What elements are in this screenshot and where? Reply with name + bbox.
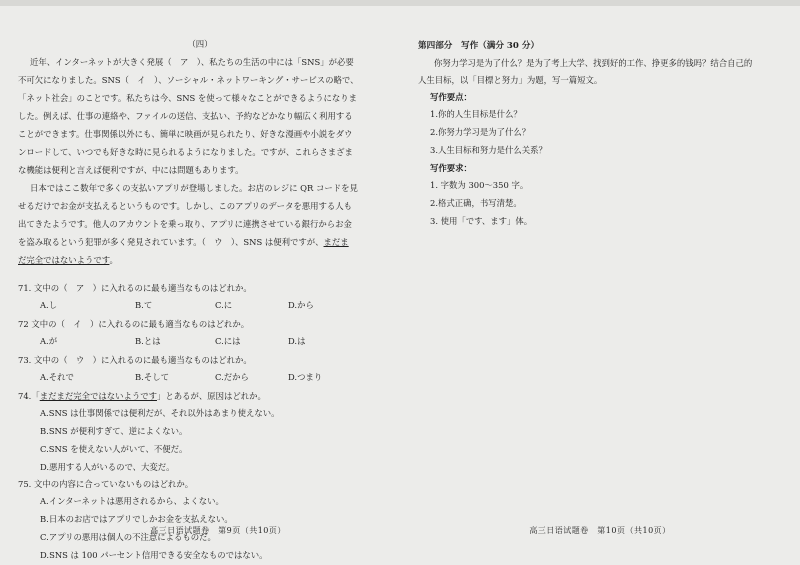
- underlined-phrase-start: まだま: [323, 237, 349, 247]
- question-75: 75. 文中の内容に合っていないものはどれか。: [18, 479, 194, 489]
- passage-line: ンロードして、いつでも好きな時に見られるようになりました。ですが、これらさまざま: [18, 147, 353, 157]
- q72-option-a[interactable]: A.が: [40, 336, 58, 346]
- requirements-title: 写作要求：: [430, 163, 472, 173]
- requirement-item: 1. 字数为 300～350 字。: [430, 180, 529, 190]
- question-74: [18, 390, 266, 402]
- q71-option-a[interactable]: A.し: [40, 300, 58, 310]
- requirement-item: 2.格式正确，书写清楚。: [430, 198, 522, 208]
- q74-option-b[interactable]: B.SNS が便利すぎて、逆によくない。: [40, 426, 188, 436]
- right-page: [400, 0, 800, 565]
- q71-option-d[interactable]: D.から: [288, 300, 314, 310]
- q74-quoted-phrase: まだまだ完全ではないようです: [39, 391, 157, 401]
- passage-line: [18, 254, 118, 266]
- page-footer-right: 高三日语试题卷 第10页（共10页）: [529, 526, 671, 535]
- prompt-line: 你努力学习是为了什么？是为了考上大学、找到好的工作、挣更多的钱吗？结合自己的: [434, 58, 753, 68]
- question-71: 71. 文中の（ ア ）に入れるのに最も適当なものはどれか。: [18, 283, 252, 293]
- q75-option-b[interactable]: B.日本のお店ではアプリでしかお金を支払えない。: [40, 514, 233, 524]
- q74-suffix: 」とあるが、原因はどれか。: [156, 391, 266, 401]
- question-72: 72 文中の（ イ ）に入れるのに最も適当なものはどれか。: [18, 319, 250, 329]
- q72-option-b[interactable]: B.とは: [135, 336, 161, 346]
- passage-line: した。例えば、仕事の連絡や、ファイルの送信、支払い、予約などかなり幅広く利用する: [18, 111, 353, 121]
- q74-option-d[interactable]: D.悪用する人がいるので、大変だ。: [40, 462, 175, 472]
- q73-option-a[interactable]: A.それで: [40, 372, 74, 382]
- q75-option-d[interactable]: D.SNS は 100 パーセント信用できる安全なものではない。: [40, 550, 268, 560]
- requirement-item: 3. 使用「です、ます」体。: [430, 216, 533, 226]
- q75-option-a[interactable]: A.インターネットは悪用されるから、よくない。: [40, 496, 224, 506]
- q71-option-b[interactable]: B.て: [135, 300, 153, 310]
- passage-line: ことができます。仕事関係以外にも、簡単に映画が見られたり、好きな漫画や小説をダウ: [18, 129, 353, 139]
- passage-line: 日本ではここ数年で多くの支払いアプリが登場しました。お店のレジに QR コードを見: [30, 183, 358, 193]
- q72-option-c[interactable]: C.には: [215, 336, 241, 346]
- passage-line: せるだけでお金が支払えるというものです。しかし、このアプリのデータを悪用する人も: [18, 201, 352, 211]
- q74-option-c[interactable]: C.SNS を使えない人がいて、不便だ。: [40, 444, 188, 454]
- q73-option-b[interactable]: B.そして: [135, 372, 169, 382]
- question-73: 73. 文中の（ ウ ）に入れるのに最も適当なものはどれか。: [18, 355, 252, 365]
- q71-option-c[interactable]: C.に: [215, 300, 233, 310]
- point-item: 1.你的人生目标是什么？: [430, 109, 522, 119]
- q74-option-a[interactable]: A.SNS は仕事関係では便利だが、それ以外はあまり使えない。: [40, 408, 280, 418]
- q73-option-d[interactable]: D.つまり: [288, 372, 323, 382]
- passage-line: 近年、インターネットが大きく発展（ ア ）、私たちの生活の中には「SNS」が必要: [30, 57, 354, 67]
- q75-option-c[interactable]: C.アプリの悪用は個人の不注意によるものだ。: [40, 532, 216, 542]
- passage-line: な機能は便利と言えば便利ですが、中には問題もあります。: [18, 165, 244, 175]
- passage-text: 。: [109, 255, 118, 265]
- part-title: 第四部分 写作（满分 30 分）: [418, 41, 540, 51]
- points-title: 写作要点：: [430, 92, 472, 102]
- passage-line: 「ネット社会」のことです。私たちは今、SNS を使って様々なことができるようになりま: [18, 93, 358, 103]
- q72-option-d[interactable]: D.は: [288, 336, 306, 346]
- passage-line: 不可欠になりました。SNS（ イ ）、ソーシャル・ネットワーキング・サービスの略で、: [18, 75, 359, 85]
- underlined-phrase-end: だ完全ではないようです: [18, 255, 110, 265]
- q74-prefix: 74.「: [18, 391, 40, 401]
- page-footer-left: 高三日语试题卷 第9页（共10页）: [150, 526, 286, 535]
- passage-text: を盗み取るという犯罪が多く発見されています。（ ウ ）、SNS は便利ですが、: [18, 237, 324, 247]
- section-title: （四）: [187, 39, 213, 49]
- prompt-line: 人生目标，以「目標と努力」为题，写一篇短文。: [418, 75, 603, 85]
- passage-line: [18, 236, 349, 248]
- q73-option-c[interactable]: C.だから: [215, 372, 249, 382]
- point-item: 3.人生目标和努力是什么关系？: [430, 145, 547, 155]
- passage-line: 出てきたようです。他人のアカウントを乗っ取り、アプリに連携させている銀行からお金: [18, 219, 352, 229]
- point-item: 2.你努力学习是为了什么？: [430, 127, 531, 137]
